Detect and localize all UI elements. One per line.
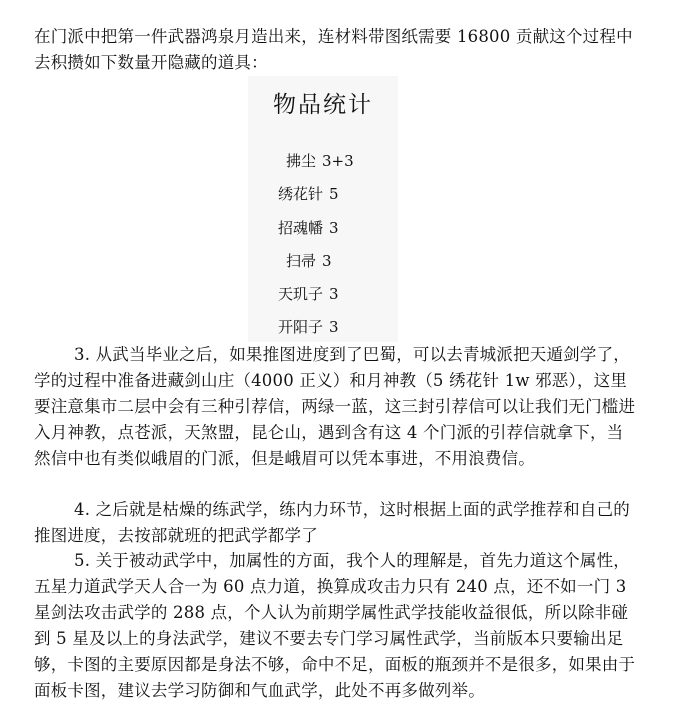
paragraph-3: 3. 从武当毕业之后，如果推图进度到了巴蜀，可以去青城派把天遁剑学了，学的过程中准备进藏剑山庄（4000 正义）和月神教（5 绣花针 1w 邪恶），这里要注意集市二层中会有三种引荐信，两绿一蓝，这三封引荐信可以让我们无门槛进入月神教，点苍派，天煞盟，昆仑山，遇到含有这 4 个门派的引荐信就拿下，当然信中也有类似峨眉的门派，但是峨眉可以凭本事进，不用浪费信。 (34, 345, 636, 468)
item-name: 扫帚 (286, 252, 317, 270)
item-qty: 5 (329, 185, 339, 203)
item-row (278, 316, 339, 337)
item-qty: 3 (329, 285, 339, 303)
item-stats-table (248, 76, 398, 342)
item-row (278, 183, 339, 204)
item-name: 开阳子 (278, 318, 324, 336)
item-stats-title: 物品统计 (273, 92, 373, 118)
item-name: 拂尘 (286, 152, 317, 170)
item-qty: 3 (329, 318, 339, 336)
intro-paragraph: 在门派中把第一件武器鸿泉月造出来，连材料带图纸需要 16800 贡献这个过程中去积攒如下数量开隐藏的道具： (34, 27, 633, 72)
item-row (278, 217, 339, 238)
item-qty: 3+3 (322, 152, 354, 170)
item-qty: 3 (329, 219, 339, 237)
paragraph-5: 5. 关于被动武学中，加属性的方面，我个人的理解是，首先力道这个属性，五星力道武学天人合一为 60 点力道，换算成攻击力只有 240 点，还不如一门 3 星剑法攻击武学的 288 点，个人认为前期学属性武学技能收益很低，所以除非碰到 5 星及以上的身法武学，建议不要去专门学习属性武学，当前版本只要输出足够，卡图的主要原因都是身法不够，命中不足，面板的瓶颈并不是很多，如果由于面板卡图，建议去学习防御和气血武学，此处不再多做列举。 (34, 551, 636, 700)
item-row (286, 150, 354, 171)
item-row (278, 283, 339, 304)
item-name: 绣花针 (278, 185, 324, 203)
paragraph-4: 4. 之后就是枯燥的练武学，练内力环节，这时根据上面的武学推荐和自己的推图进度，去按部就班的把武学都学了 (34, 500, 630, 545)
item-name: 招魂幡 (278, 219, 324, 237)
item-name: 天玑子 (278, 285, 324, 303)
item-row (286, 250, 332, 271)
item-qty: 3 (322, 252, 332, 270)
